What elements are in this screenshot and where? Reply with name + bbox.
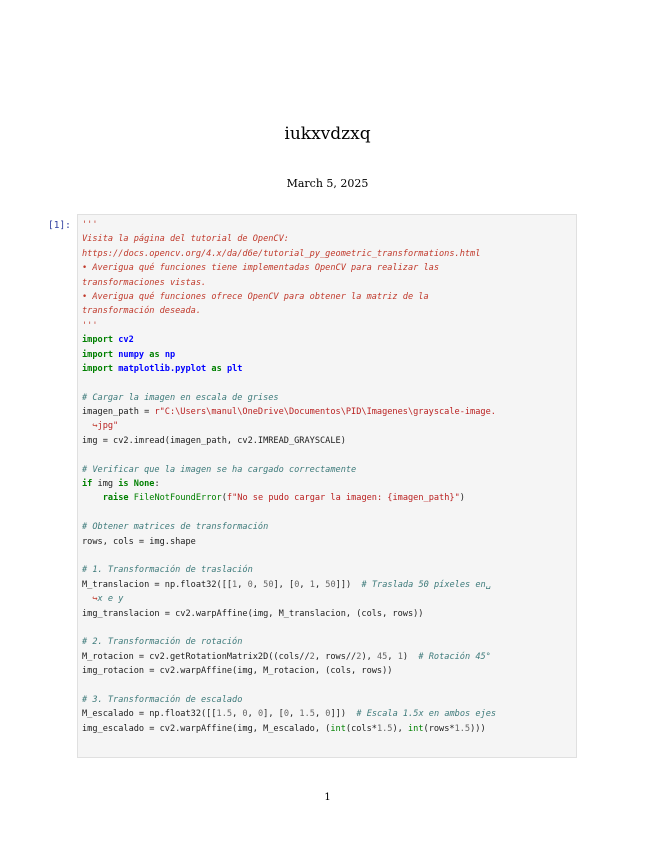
code-line: # 2. Transformación de rotación [82, 637, 243, 648]
code-line: transformaciones vistas. [82, 277, 207, 288]
code-line: # 3. Transformación de escalado [82, 694, 243, 705]
code-cell[interactable] [77, 214, 577, 758]
code-line: transformación deseada. [82, 306, 201, 317]
code-line: M_escalado = np.float32([[1.5, 0, 0], [0, 1.5, 0]]) # Escala 1.5x en ambos ejes [82, 709, 497, 720]
document-date: March 5, 2025 [286, 177, 369, 190]
document-title: iukxvdzxq [284, 124, 371, 144]
code-line: rows, cols = img.shape [82, 536, 196, 547]
code-line: https://docs.opencv.org/4.x/da/d6e/tutorial_py_geometric_transformations.html [82, 248, 481, 259]
code-block[interactable] [82, 218, 496, 736]
code-line: ↪jpg" [82, 421, 119, 432]
code-line: img = cv2.imread(imagen_path, cv2.IMREAD_GRAYSCALE) [82, 435, 346, 446]
code-line: M_translacion = np.float32([[1, 0, 50], [0, 1, 50]]) # Traslada 50 píxeles en␣ [82, 579, 491, 590]
code-line: # Verificar que la imagen se ha cargado correctamente [82, 464, 357, 475]
code-line [82, 376, 496, 390]
code-line [82, 506, 496, 520]
code-line [82, 448, 496, 462]
code-line: ↪x e y [82, 594, 124, 605]
code-line: M_rotacion = cv2.getRotationMatrix2D((cols//2, rows//2), 45, 1) # Rotación 45° [82, 651, 491, 662]
code-line: • Averigua qué funciones ofrece OpenCV para obtener la matriz de la [82, 291, 429, 302]
code-line: img_rotacion = cv2.warpAffine(img, M_rotacion, (cols, rows)) [82, 666, 393, 677]
code-line [82, 621, 496, 635]
code-line [82, 549, 496, 563]
code-line: • Averigua qué funciones tiene implementadas OpenCV para realizar las [82, 263, 439, 274]
page-number: 1 [324, 792, 331, 803]
code-line: raise FileNotFoundError(f"No se pudo cargar la imagen: {imagen_path}") [102, 493, 465, 504]
code-line: imagen_path = r"C:\Users\manul\OneDrive\Documentos\PID\Imagenes\grayscale-image. [82, 407, 496, 418]
code-line [82, 679, 496, 693]
cell-prompt: [1]: [48, 220, 71, 231]
code-line: # 1. Transformación de traslación [82, 565, 253, 576]
code-line: import matplotlib.pyplot as plt [82, 363, 243, 374]
code-line: import numpy as np [82, 349, 176, 360]
code-line: Visita la página del tutorial de OpenCV: [82, 234, 289, 245]
code-line: ''' [82, 320, 98, 331]
code-line: img_translacion = cv2.warpAffine(img, M_translacion, (cols, rows)) [82, 608, 424, 619]
code-line: import cv2 [82, 335, 134, 346]
code-line: if img is None: [82, 479, 160, 490]
code-line: ''' [82, 220, 98, 230]
code-line: img_escalado = cv2.warpAffine(img, M_escalado, (int(cols*1.5), int(rows*1.5))) [82, 723, 486, 734]
code-line: # Obtener matrices de transformación [82, 522, 269, 533]
code-line: # Cargar la imagen en escala de grises [82, 392, 279, 403]
